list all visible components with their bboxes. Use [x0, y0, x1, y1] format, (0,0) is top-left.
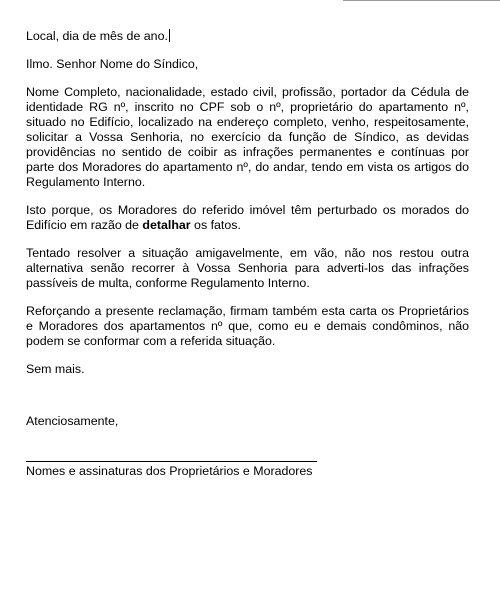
paragraph-final: Sem mais.: [26, 362, 85, 376]
date-line-text: Local, dia de mês de ano.: [26, 29, 168, 43]
paragraph-reason-bold-word: detalhar: [142, 218, 191, 232]
top-border-line: [343, 0, 500, 1]
paragraph-request: Nome Completo, nacionalidade, estado civil, profissão, portador da Cédula de identidade RG nº, inscrito no CPF sob o nº, proprietário do apartamento nº, situado no Edifício, localizado na endereço completo, venho, respeitosamente, solicitar a Vossa Senhoria, no exercício da função de Síndico, as devidas providências no sentido de coibir as infrações permanentes e contínuas por parte dos Moradores do apartamento nº, do andar, tendo em vista os artigos do Regulamento Interno.: [26, 85, 469, 189]
paragraph-reason-text-before: Isto porque, os Moradores do referido imóvel têm perturbado os morados do Edifício em razão de: [26, 203, 469, 232]
paragraph-attempt: Tentado resolver a situação amigavelmente, em vão, não nos restou outra alternativa senão recorrer à Vossa Senhoria para adverti-los das infrações passíveis de multa, conforme Regulamento Interno.: [26, 246, 469, 290]
text-cursor: [169, 29, 170, 42]
paragraph-reinforcement: Reforçando a presente reclamação, firmam também esta carta os Proprietários e Moradores dos apartamentos nº que, como eu e demais condôminos, não podem se conformar com a referida situação.: [26, 304, 469, 348]
paragraph-reason-text-after: os fatos.: [190, 218, 241, 232]
closing: Atenciosamente,: [26, 414, 119, 428]
signature-line: [26, 461, 317, 462]
signature-label: Nomes e assinaturas dos Proprietários e Moradores: [26, 464, 313, 478]
paragraph-reason: [26, 203, 469, 233]
letter-document: [26, 29, 469, 479]
date-line[interactable]: [26, 29, 469, 44]
salutation: Ilmo. Senhor Nome do Síndico,: [26, 57, 199, 71]
